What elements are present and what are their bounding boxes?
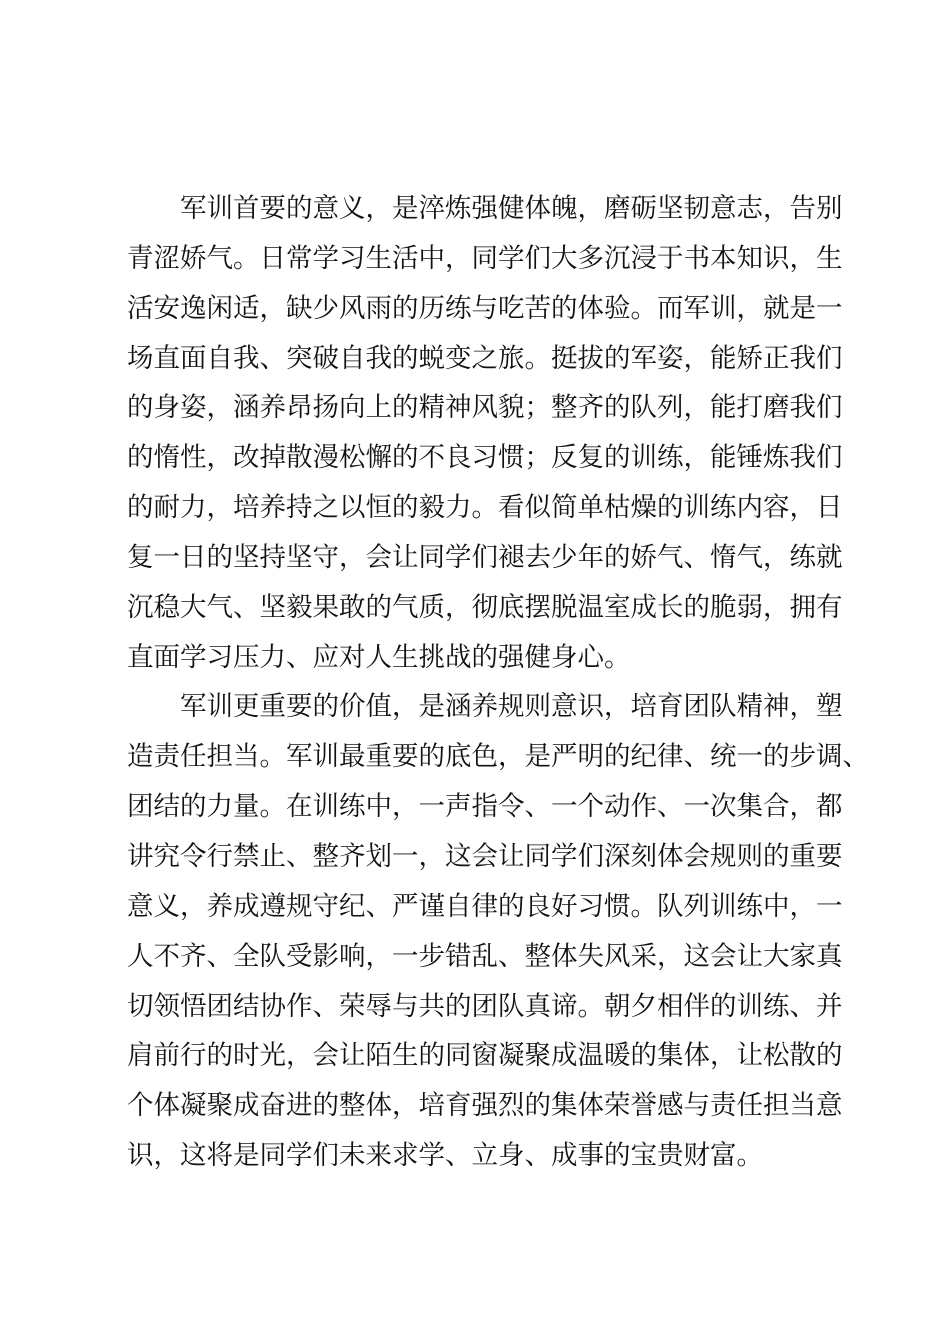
text-line: 沉稳大气、坚毅果敢的气质，彻底摆脱温室成长的脆弱，拥有	[127, 591, 843, 623]
text-line: 造责任担当。军训最重要的底色，是严明的纪律、统一的步调、	[127, 741, 869, 773]
text-line: 活安逸闲适，缺少风雨的历练与吃苦的体验。而军训，就是一	[127, 292, 843, 324]
text-line: 军训更重要的价值，是涵养规则意识，培育团队精神，塑	[180, 691, 843, 723]
text-line: 青涩娇气。日常学习生活中，同学们大多沉浸于书本知识，生	[127, 242, 843, 274]
text-line: 场直面自我、突破自我的蜕变之旅。挺拔的军姿，能矫正我们	[127, 342, 843, 374]
paragraph-team-spirit	[127, 682, 869, 1180]
text-line: 的耐力，培养持之以恒的毅力。看似简单枯燥的训练内容，日	[127, 492, 843, 524]
text-line: 军训首要的意义，是淬炼强健体魄，磨砺坚韧意志，告别	[180, 193, 843, 224]
paragraph-physical-training	[127, 184, 843, 682]
document-body	[127, 184, 869, 1181]
text-line: 肩前行的时光，会让陌生的同窗凝聚成温暖的集体，让松散的	[127, 1040, 843, 1072]
text-line: 人不齐、全队受影响，一步错乱、整体失风采，这会让大家真	[127, 940, 843, 972]
text-line: 个体凝聚成奋进的整体，培育强烈的集体荣誉感与责任担当意	[127, 1090, 843, 1122]
text-line: 团结的力量。在训练中，一声指令、一个动作、一次集合，都	[127, 791, 843, 823]
text-line: 识，这将是同学们未来求学、立身、成事的宝贵财富。	[127, 1140, 763, 1172]
text-line: 复一日的坚持坚守，会让同学们褪去少年的娇气、惰气，练就	[127, 541, 843, 573]
text-line: 切领悟团结协作、荣辱与共的团队真谛。朝夕相伴的训练、并	[127, 990, 843, 1022]
text-line: 讲究令行禁止、整齐划一，这会让同学们深刻体会规则的重要	[127, 840, 843, 872]
text-line: 直面学习压力、应对人生挑战的强健身心。	[127, 641, 631, 673]
text-line: 意义，养成遵规守纪、严谨自律的良好习惯。队列训练中，一	[127, 890, 843, 922]
text-line: 的身姿，涵养昂扬向上的精神风貌；整齐的队列，能打磨我们	[127, 392, 843, 424]
text-line: 的惰性，改掉散漫松懈的不良习惯；反复的训练，能锤炼我们	[127, 442, 843, 474]
